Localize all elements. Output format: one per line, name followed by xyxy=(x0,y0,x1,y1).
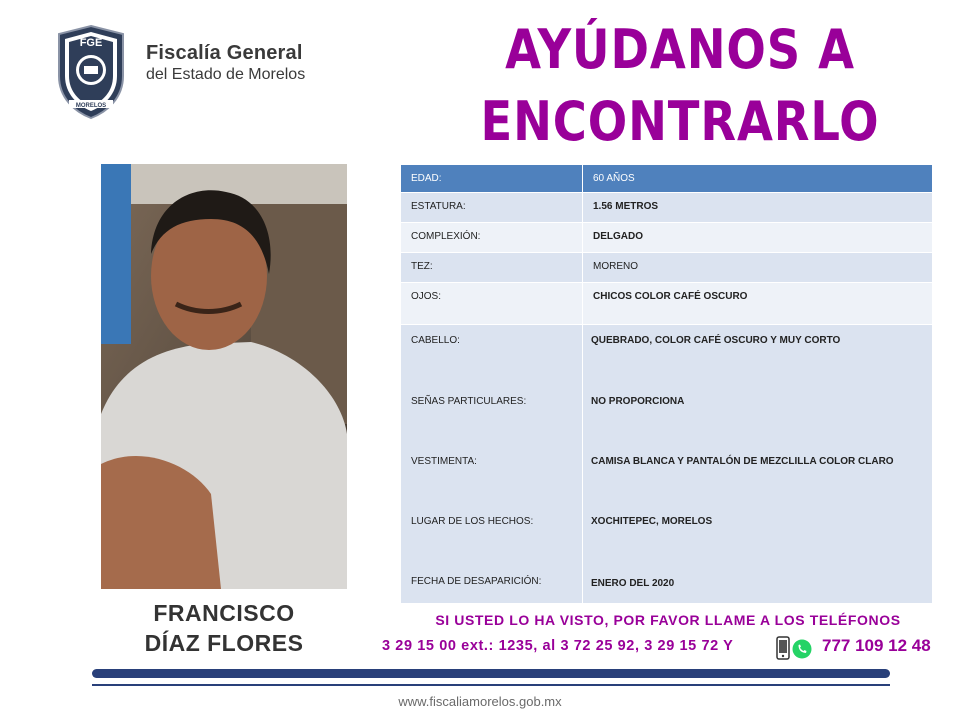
footer-divider xyxy=(92,684,890,686)
detail-value: CAMISA BLANCA Y PANTALÓN DE MEZCLILLA COLOR CLARO xyxy=(591,456,894,467)
person-last-names: DÍAZ FLORES xyxy=(144,630,304,656)
detail-value: XOCHITEPEC, MORELOS xyxy=(591,516,713,527)
detail-label: SEÑAS PARTICULARES: xyxy=(411,396,527,407)
missing-person-photo xyxy=(101,164,347,589)
detail-label: CABELLO: xyxy=(411,335,460,346)
table-row xyxy=(401,253,933,283)
detail-label: TEZ: xyxy=(401,253,583,283)
detail-label: COMPLEXIÓN: xyxy=(401,223,583,253)
details-table xyxy=(400,164,933,604)
footer-bar xyxy=(92,669,890,678)
headline-line-2: ENCONTRARLO xyxy=(480,90,880,153)
table-row xyxy=(401,223,933,253)
detail-value: 1.56 METROS xyxy=(583,193,933,223)
detail-labels-cell xyxy=(401,325,583,604)
website-link[interactable]: www.fiscaliamorelos.gob.mx xyxy=(398,694,562,709)
detail-label: VESTIMENTA: xyxy=(411,456,477,467)
detail-value: QUEBRADO, COLOR CAFÉ OSCURO Y MUY CORTO xyxy=(591,335,841,346)
detail-value: 60 AÑOS xyxy=(583,165,933,193)
phone-icon xyxy=(776,636,790,660)
table-row xyxy=(401,325,933,604)
detail-label: EDAD: xyxy=(401,165,583,193)
org-subtitle: del Estado de Morelos xyxy=(146,66,306,83)
contact-phone-numbers: 3 29 15 00 ext.: 1235, al 3 72 25 92, 3 29 15 72 Y xyxy=(382,638,734,654)
table-row xyxy=(401,165,933,193)
contact-instruction: SI USTED LO HA VISTO, POR FAVOR LLAME A LOS TELÉFONOS xyxy=(435,612,901,628)
table-row xyxy=(401,193,933,223)
detail-value: NO PROPORCIONA xyxy=(591,396,685,407)
table-row xyxy=(401,283,933,325)
headline-line-1: AYÚDANOS A xyxy=(505,18,855,81)
detail-value: ENERO DEL 2020 xyxy=(591,578,675,589)
detail-label: ESTATURA: xyxy=(401,193,583,223)
whatsapp-number: 777 109 12 48 xyxy=(822,636,931,655)
detail-label: OJOS: xyxy=(401,283,583,325)
logo-bottom-text: MORELOS xyxy=(75,103,107,109)
logo-text: FGE xyxy=(79,37,103,49)
person-first-name: FRANCISCO xyxy=(153,600,295,626)
detail-value: CHICOS COLOR CAFÉ OSCURO xyxy=(583,283,933,325)
whatsapp-icon xyxy=(792,639,812,659)
detail-values-cell xyxy=(583,325,933,604)
fge-shield-logo xyxy=(53,24,129,120)
org-name: Fiscalía General xyxy=(146,42,303,64)
detail-label: LUGAR DE LOS HECHOS: xyxy=(411,516,534,527)
detail-value: MORENO xyxy=(583,253,933,283)
detail-label: FECHA DE DESAPARICIÓN: xyxy=(411,576,542,587)
detail-value: DELGADO xyxy=(583,223,933,253)
